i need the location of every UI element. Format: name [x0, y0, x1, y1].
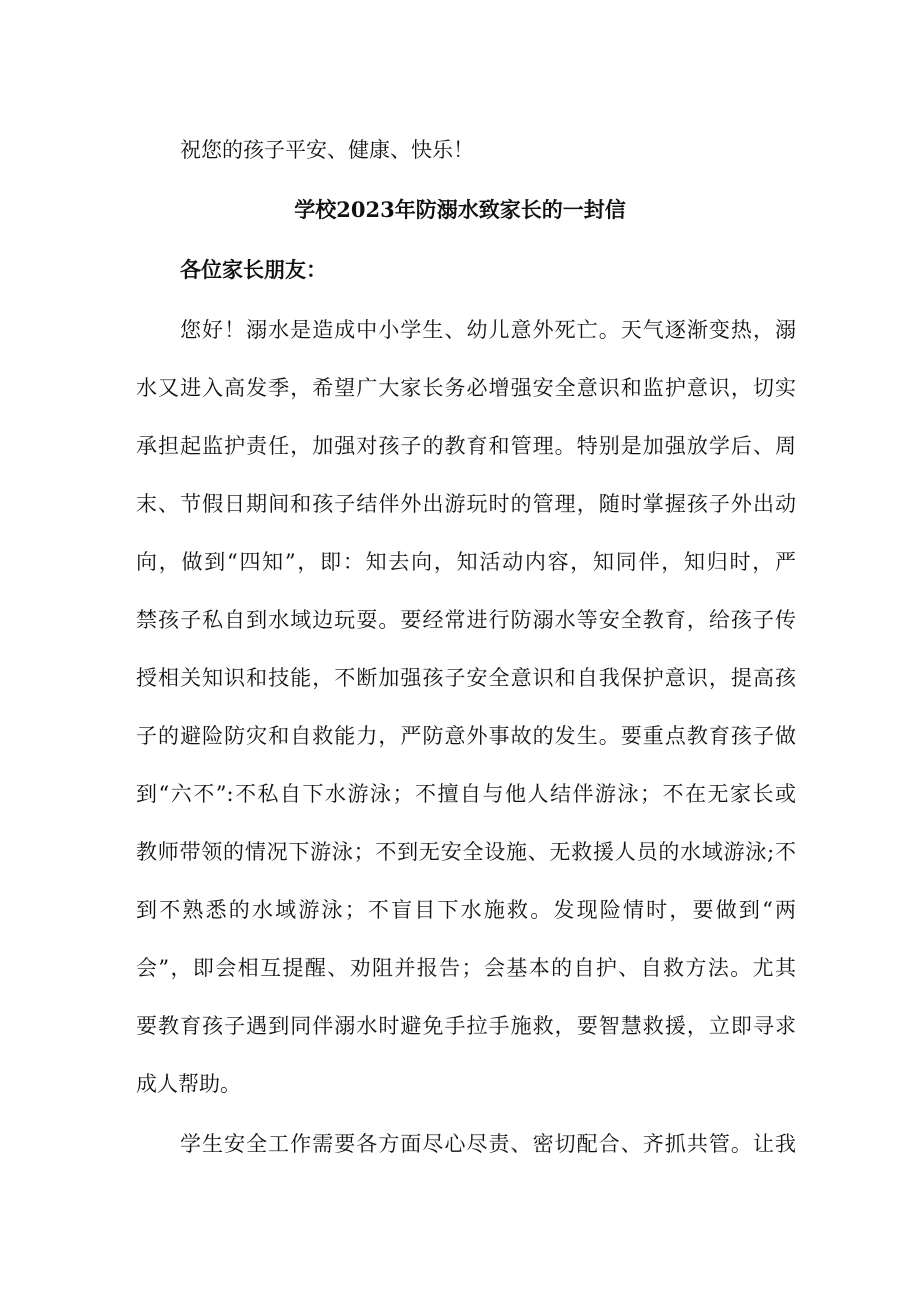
paragraph-line: 学生安全工作需要各方面尽心尽责、密切配合、齐抓共管。让我 — [180, 1132, 796, 1156]
salutation: 各位家长朋友： — [180, 257, 327, 282]
paragraph-line: 子的避险防灾和自救能力，严防意外事故的发生。要重点教育孩子做 — [136, 724, 796, 748]
paragraph-line: 教师带领的情况下游泳；不到无安全设施、无救援人员的水域游泳;不 — [136, 840, 796, 864]
paragraph-line: 授相关知识和技能，不断加强孩子安全意识和自我保护意识，提高孩 — [136, 666, 796, 690]
paragraph-line: 到“六不”:不私自下水游泳；不擅自与他人结伴游泳；不在无家长或 — [136, 782, 796, 806]
paragraph-line: 水又进入高发季，希望广大家长务必增强安全意识和监护意识，切实 — [136, 376, 796, 400]
paragraph-line: 向，做到“四知”，即：知去向，知活动内容，知同伴，知归时，严 — [136, 550, 796, 574]
letter-title: 学校2023年防溺水致家长的一封信 — [294, 197, 626, 222]
closing-line: 祝您的孩子平安、健康、快乐！ — [180, 138, 474, 162]
paragraph-line: 会”，即会相互提醒、劝阻并报告；会基本的自护、自救方法。尤其 — [136, 956, 796, 980]
paragraph-line: 承担起监护责任，加强对孩子的教育和管理。特别是加强放学后、周 — [136, 434, 796, 458]
paragraph-line: 您好！溺水是造成中小学生、幼儿意外死亡。天气逐渐变热，溺 — [180, 318, 796, 342]
paragraph-line: 末、节假日期间和孩子结伴外出游玩时的管理，随时掌握孩子外出动 — [136, 492, 796, 516]
paragraph-line: 到不熟悉的水域游泳；不盲目下水施救。发现险情时，要做到“两 — [136, 898, 796, 922]
paragraph-line: 禁孩子私自到水域边玩耍。要经常进行防溺水等安全教育，给孩子传 — [136, 608, 796, 632]
paragraph-line: 成人帮助。 — [136, 1072, 241, 1096]
paragraph-line: 要教育孩子遇到同伴溺水时避免手拉手施救，要智慧救援，立即寻求 — [136, 1014, 796, 1038]
